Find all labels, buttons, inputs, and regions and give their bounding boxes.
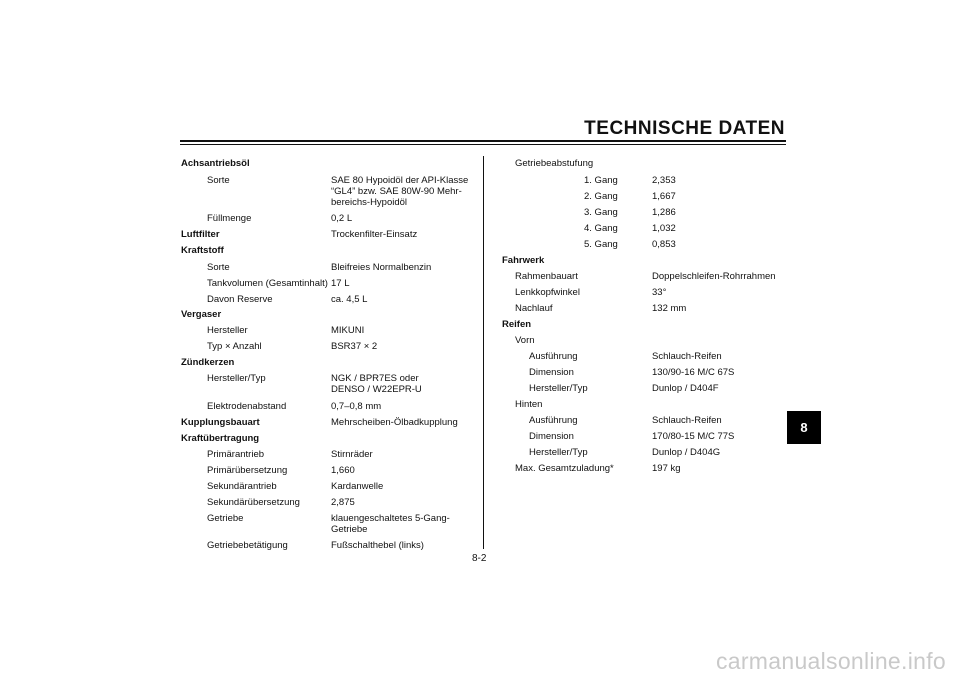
spec-value: Schlauch-Reifen — [652, 351, 722, 362]
section-kraftstoff: Kraftstoff — [181, 245, 224, 256]
spec-value: DENSO / W22EPR-U — [331, 384, 422, 395]
spec-label: Elektrodenabstand — [207, 401, 287, 412]
spec-label: Nachlauf — [515, 303, 553, 314]
spec-label: Getriebe — [207, 513, 244, 524]
spec-label: Max. Gesamtzuladung* — [515, 463, 614, 474]
section-zuendkerzen: Zündkerzen — [181, 357, 235, 368]
spec-label: Hersteller/Typ — [529, 447, 588, 458]
gear-label: 2. Gang — [584, 191, 618, 202]
spec-label: Sekundärantrieb — [207, 481, 277, 492]
spec-value: 1,660 — [331, 465, 355, 476]
spec-label: Rahmenbauart — [515, 271, 578, 282]
spec-value: Mehrscheiben-Ölbadkupplung — [331, 417, 458, 428]
spec-value: Dunlop / D404F — [652, 383, 719, 394]
spec-label: Hersteller/Typ — [207, 373, 266, 384]
spec-value: MIKUNI — [331, 325, 365, 336]
spec-value: Schlauch-Reifen — [652, 415, 722, 426]
spec-value: 0,2 L — [331, 213, 353, 224]
spec-label: Ausführung — [529, 415, 578, 426]
page-title: TECHNISCHE DATEN — [584, 118, 785, 139]
watermark: carmanualsonline.info — [715, 648, 946, 674]
spec-value: 33° — [652, 287, 667, 298]
gear-value: 1,667 — [652, 191, 676, 202]
spec-label: Dimension — [529, 367, 574, 378]
gear-value: 0,853 — [652, 239, 676, 250]
section-fahrwerk: Fahrwerk — [502, 255, 545, 266]
spec-label: Getriebeabstufung — [515, 158, 594, 169]
spec-label: Typ × Anzahl — [207, 341, 262, 352]
section-luftfilter: Luftfilter — [181, 229, 220, 240]
section-achsantriebsoel: Achsantriebsöl — [181, 158, 250, 169]
section-vergaser: Vergaser — [181, 309, 222, 320]
title-rule-thick — [180, 140, 786, 142]
gear-label: 1. Gang — [584, 175, 618, 186]
page-number: 8-2 — [472, 553, 487, 564]
spec-value: Doppelschleifen-Rohrrahmen — [652, 271, 776, 282]
spec-label: Sorte — [207, 175, 230, 186]
spec-value: ca. 4,5 L — [331, 294, 368, 305]
spec-value: Kardanwelle — [331, 481, 384, 492]
spec-value: BSR37 × 2 — [331, 341, 378, 352]
spec-value: bereichs-Hypoidöl — [331, 197, 408, 208]
section-kraftuebertragung: Kraftübertragung — [181, 433, 260, 444]
spec-value: 130/90-16 M/C 67S — [652, 367, 735, 378]
section-reifen: Reifen — [502, 319, 532, 330]
spec-value: Fußschalthebel (links) — [331, 540, 424, 551]
spec-value: Trockenfilter-Einsatz — [331, 229, 418, 240]
section-kupplung: Kupplungsbauart — [181, 417, 260, 428]
spec-value: NGK / BPR7ES oder — [331, 373, 419, 384]
spec-label: Füllmenge — [207, 213, 252, 224]
spec-value: klauengeschaltetes 5-Gang- — [331, 513, 450, 524]
gear-label: 5. Gang — [584, 239, 618, 250]
spec-value: Bleifreies Normalbenzin — [331, 262, 432, 273]
gear-value: 1,032 — [652, 223, 676, 234]
spec-label: Ausführung — [529, 351, 578, 362]
spec-value: 2,875 — [331, 497, 355, 508]
spec-label: Dimension — [529, 431, 574, 442]
spec-label: Primärantrieb — [207, 449, 265, 460]
spec-value: Getriebe — [331, 524, 368, 535]
spec-label: Lenkkopfwinkel — [515, 287, 580, 298]
subsection-vorn: Vorn — [515, 335, 535, 346]
spec-value: 132 mm — [652, 303, 687, 314]
title-rule-thin — [180, 144, 786, 145]
spec-value: SAE 80 Hypoidöl der API-Klasse — [331, 175, 469, 186]
spec-label: Getriebebetätigung — [207, 540, 288, 551]
spec-label: Primärübersetzung — [207, 465, 288, 476]
spec-value: Stirnräder — [331, 449, 373, 460]
subsection-hinten: Hinten — [515, 399, 543, 410]
gear-value: 2,353 — [652, 175, 676, 186]
chapter-tab: 8 — [787, 411, 821, 444]
spec-value: “GL4” bzw. SAE 80W-90 Mehr- — [331, 186, 462, 197]
spec-value: 197 kg — [652, 463, 681, 474]
gear-label: 3. Gang — [584, 207, 618, 218]
spec-label: Hersteller/Typ — [529, 383, 588, 394]
column-separator — [483, 156, 484, 549]
spec-label: Sekundärübersetzung — [207, 497, 300, 508]
spec-value: Dunlop / D404G — [652, 447, 721, 458]
spec-label: Tankvolumen (Gesamtinhalt) — [207, 278, 328, 289]
spec-label: Hersteller — [207, 325, 248, 336]
spec-value: 0,7–0,8 mm — [331, 401, 382, 412]
gear-value: 1,286 — [652, 207, 676, 218]
spec-label: Davon Reserve — [207, 294, 273, 305]
gear-label: 4. Gang — [584, 223, 618, 234]
spec-value: 17 L — [331, 278, 350, 289]
spec-value: 170/80-15 M/C 77S — [652, 431, 735, 442]
spec-label: Sorte — [207, 262, 230, 273]
